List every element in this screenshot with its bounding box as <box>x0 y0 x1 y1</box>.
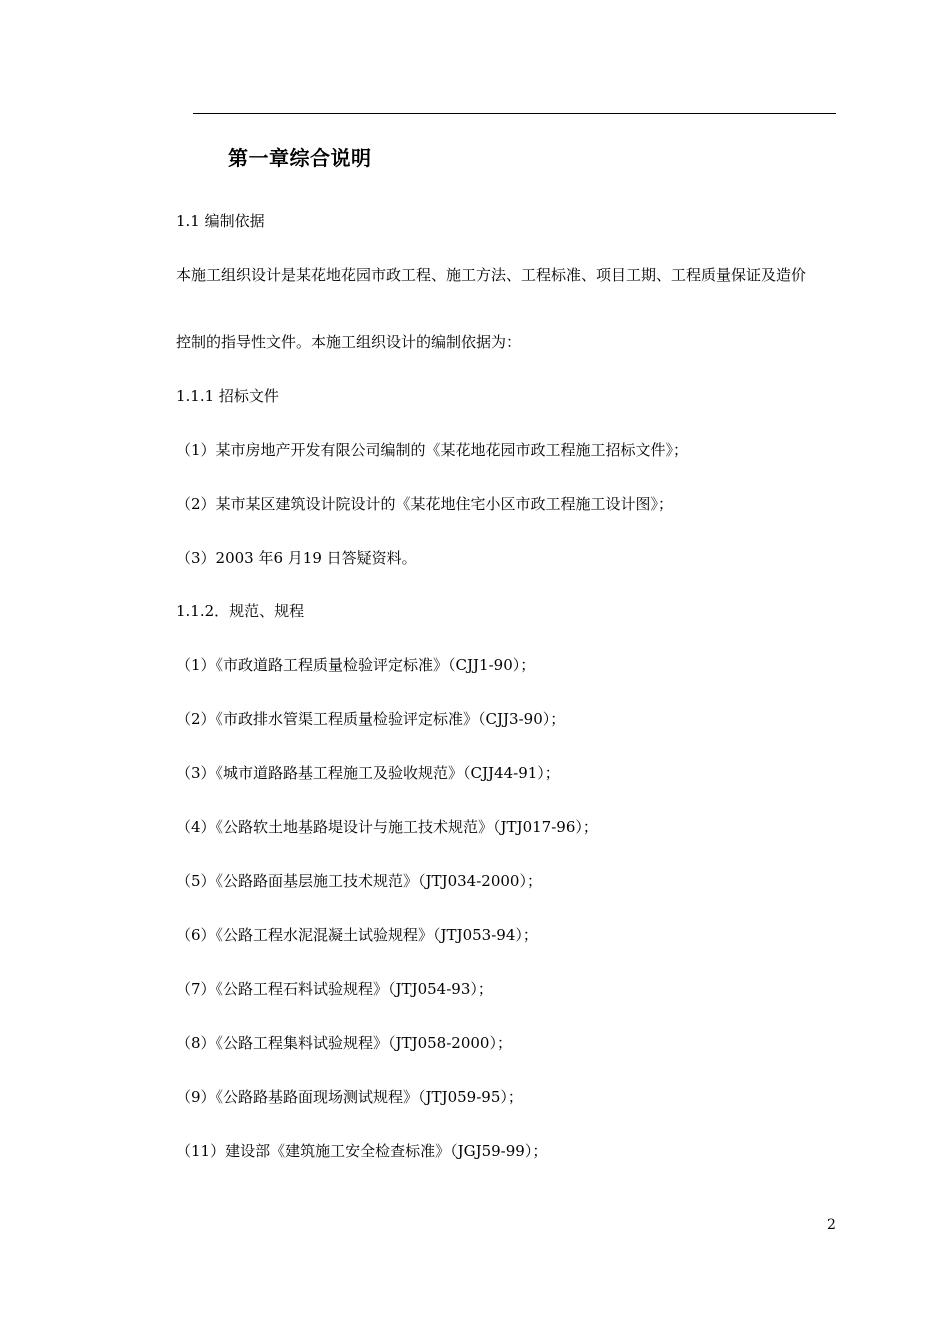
standard-item: （1）《市政道路工程质量检验评定标准》（CJJ1-90）； <box>176 656 536 674</box>
intro-paragraph-line-2: 控制的指导性文件。本施工组织设计的编制依据为： <box>176 333 522 351</box>
standard-item: （4）《公路软土地基路堤设计与施工技术规范》（JTJ017-96）； <box>176 818 598 836</box>
chapter-title: 第一章综合说明 <box>228 146 372 170</box>
section-heading-1-1-2: 1.1.2．规范、规程 <box>176 602 305 620</box>
standard-item: （5）《公路路面基层施工技术规范》（JTJ034-2000）； <box>176 872 542 890</box>
standard-item: （9）《公路路基路面现场测试规程》（JTJ059-95）； <box>176 1088 523 1106</box>
intro-paragraph-line-1: 本施工组织设计是某花地花园市政工程、施工方法、工程标准、项目工期、工程质量保证及造价 <box>176 266 807 284</box>
standard-item: （7）《公路工程石料试验规程》（JTJ054-93）； <box>176 980 493 998</box>
tender-item: （3）2003 年6 月19 日答疑资料。 <box>176 549 417 567</box>
section-heading-1-1-1: 1.1.1 招标文件 <box>176 387 279 405</box>
standard-item: （8）《公路工程集料试验规程》（JTJ058-2000）； <box>176 1034 512 1052</box>
tender-item: （2）某市某区建筑设计院设计的《某花地住宅小区市政工程施工设计图》； <box>176 495 674 513</box>
section-heading-1-1: 1.1 编制依据 <box>176 212 265 230</box>
header-rule <box>193 113 836 114</box>
page-number: 2 <box>827 1217 836 1233</box>
standard-item: （11）建设部《建筑施工安全检查标准》（JGJ59-99）； <box>176 1142 548 1160</box>
standard-item: （3）《城市道路路基工程施工及验收规范》（CJJ44-91）； <box>176 764 560 782</box>
standard-item: （6）《公路工程水泥混凝土试验规程》（JTJ053-94）； <box>176 926 538 944</box>
tender-item: （1）某市房地产开发有限公司编制的《某花地花园市政工程施工招标文件》； <box>176 441 689 459</box>
standard-item: （2）《市政排水管渠工程质量检验评定标准》（CJJ3-90）； <box>176 710 566 728</box>
